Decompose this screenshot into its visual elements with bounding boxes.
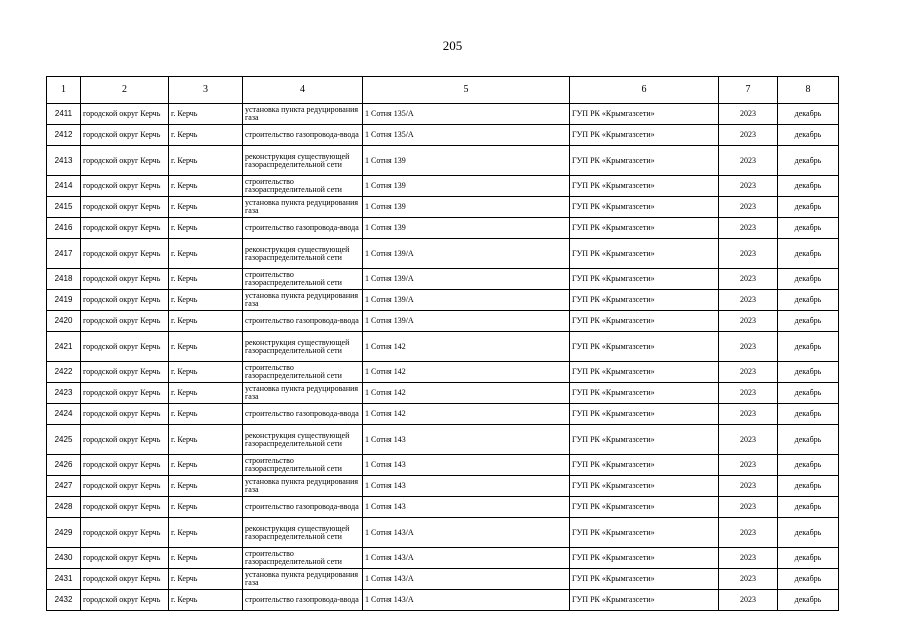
object-cell: 1 Сотня 143/А <box>363 518 570 548</box>
month-cell: декабрь <box>778 311 839 332</box>
table-body <box>47 104 839 611</box>
object-cell: 1 Сотня 135/А <box>363 125 570 146</box>
table-row <box>47 404 839 425</box>
month-cell: декабрь <box>778 125 839 146</box>
object-cell: 1 Сотня 139/А <box>363 239 570 269</box>
object-cell: 1 Сотня 139/А <box>363 311 570 332</box>
row-number-cell: 2422 <box>47 362 81 383</box>
row-number-cell: 2411 <box>47 104 81 125</box>
municipality-cell: городской округ Керчь <box>81 404 169 425</box>
year-cell: 2023 <box>719 146 778 176</box>
row-number-cell: 2414 <box>47 176 81 197</box>
municipality-cell: городской округ Керчь <box>81 590 169 611</box>
row-number-cell: 2424 <box>47 404 81 425</box>
page-number: 205 <box>442 38 463 53</box>
executor-cell: ГУП РК «Крымгазсети» <box>570 332 719 362</box>
municipality-cell: городской округ Керчь <box>81 569 169 590</box>
municipality-cell: городской округ Керчь <box>81 146 169 176</box>
executor-cell: ГУП РК «Крымгазсети» <box>570 125 719 146</box>
month-cell: декабрь <box>778 239 839 269</box>
work-type-cell: строительство газораспределительной сети <box>243 455 363 476</box>
municipality-cell: городской округ Керчь <box>81 455 169 476</box>
object-cell: 1 Сотня 143/А <box>363 569 570 590</box>
month-cell: декабрь <box>778 383 839 404</box>
work-type-cell: установка пункта редуцирования газа <box>243 383 363 404</box>
row-number-cell: 2415 <box>47 197 81 218</box>
executor-cell: ГУП РК «Крымгазсети» <box>570 383 719 404</box>
object-cell: 1 Сотня 143 <box>363 497 570 518</box>
year-cell: 2023 <box>719 218 778 239</box>
month-cell: декабрь <box>778 176 839 197</box>
row-number-cell: 2421 <box>47 332 81 362</box>
table-row <box>47 569 839 590</box>
row-number-cell: 2423 <box>47 383 81 404</box>
work-type-cell: строительство газопровода-ввода <box>243 497 363 518</box>
locality-cell: г. Керчь <box>169 425 243 455</box>
year-cell: 2023 <box>719 383 778 404</box>
column-header: 8 <box>778 77 839 104</box>
month-cell: декабрь <box>778 332 839 362</box>
row-number-cell: 2419 <box>47 290 81 311</box>
row-number-cell: 2427 <box>47 476 81 497</box>
year-cell: 2023 <box>719 518 778 548</box>
locality-cell: г. Керчь <box>169 455 243 476</box>
row-number-cell: 2430 <box>47 548 81 569</box>
executor-cell: ГУП РК «Крымгазсети» <box>570 290 719 311</box>
row-number-cell: 2426 <box>47 455 81 476</box>
table-row <box>47 290 839 311</box>
municipality-cell: городской округ Керчь <box>81 269 169 290</box>
work-type-cell: строительство газораспределительной сети <box>243 176 363 197</box>
municipality-cell: городской округ Керчь <box>81 332 169 362</box>
object-cell: 1 Сотня 142 <box>363 383 570 404</box>
object-cell: 1 Сотня 135/А <box>363 104 570 125</box>
executor-cell: ГУП РК «Крымгазсети» <box>570 476 719 497</box>
table-row <box>47 497 839 518</box>
year-cell: 2023 <box>719 197 778 218</box>
locality-cell: г. Керчь <box>169 569 243 590</box>
table-row <box>47 239 839 269</box>
column-header: 3 <box>169 77 243 104</box>
table-row <box>47 218 839 239</box>
month-cell: декабрь <box>778 269 839 290</box>
executor-cell: ГУП РК «Крымгазсети» <box>570 146 719 176</box>
table-row <box>47 197 839 218</box>
locality-cell: г. Керчь <box>169 404 243 425</box>
executor-cell: ГУП РК «Крымгазсети» <box>570 311 719 332</box>
year-cell: 2023 <box>719 125 778 146</box>
work-type-cell: реконструкция существующей газораспределительной сети <box>243 518 363 548</box>
row-number-cell: 2416 <box>47 218 81 239</box>
year-cell: 2023 <box>719 455 778 476</box>
month-cell: декабрь <box>778 218 839 239</box>
work-type-cell: реконструкция существующей газораспределительной сети <box>243 239 363 269</box>
table-row <box>47 176 839 197</box>
year-cell: 2023 <box>719 332 778 362</box>
executor-cell: ГУП РК «Крымгазсети» <box>570 569 719 590</box>
row-number-cell: 2413 <box>47 146 81 176</box>
table-row <box>47 383 839 404</box>
object-cell: 1 Сотня 143/А <box>363 548 570 569</box>
locality-cell: г. Керчь <box>169 518 243 548</box>
locality-cell: г. Керчь <box>169 332 243 362</box>
header-row <box>47 77 839 104</box>
year-cell: 2023 <box>719 104 778 125</box>
executor-cell: ГУП РК «Крымгазсети» <box>570 455 719 476</box>
work-type-cell: реконструкция существующей газораспределительной сети <box>243 425 363 455</box>
municipality-cell: городской округ Керчь <box>81 239 169 269</box>
locality-cell: г. Керчь <box>169 548 243 569</box>
year-cell: 2023 <box>719 269 778 290</box>
month-cell: декабрь <box>778 290 839 311</box>
row-number-cell: 2420 <box>47 311 81 332</box>
object-cell: 1 Сотня 143 <box>363 455 570 476</box>
object-cell: 1 Сотня 143 <box>363 425 570 455</box>
object-cell: 1 Сотня 139/А <box>363 290 570 311</box>
row-number-cell: 2412 <box>47 125 81 146</box>
object-cell: 1 Сотня 139 <box>363 146 570 176</box>
work-type-cell: строительство газопровода-ввода <box>243 218 363 239</box>
row-number-cell: 2417 <box>47 239 81 269</box>
object-cell: 1 Сотня 139 <box>363 197 570 218</box>
object-cell: 1 Сотня 139/А <box>363 269 570 290</box>
executor-cell: ГУП РК «Крымгазсети» <box>570 590 719 611</box>
locality-cell: г. Керчь <box>169 362 243 383</box>
work-type-cell: строительство газораспределительной сети <box>243 269 363 290</box>
municipality-cell: городской округ Керчь <box>81 425 169 455</box>
executor-cell: ГУП РК «Крымгазсети» <box>570 425 719 455</box>
locality-cell: г. Керчь <box>169 476 243 497</box>
object-cell: 1 Сотня 143/А <box>363 590 570 611</box>
month-cell: декабрь <box>778 104 839 125</box>
executor-cell: ГУП РК «Крымгазсети» <box>570 497 719 518</box>
table-row <box>47 476 839 497</box>
month-cell: декабрь <box>778 455 839 476</box>
row-number-cell: 2425 <box>47 425 81 455</box>
municipality-cell: городской округ Керчь <box>81 497 169 518</box>
work-type-cell: установка пункта редуцирования газа <box>243 476 363 497</box>
locality-cell: г. Керчь <box>169 218 243 239</box>
work-type-cell: установка пункта редуцирования газа <box>243 197 363 218</box>
municipality-cell: городской округ Керчь <box>81 176 169 197</box>
column-header: 5 <box>363 77 570 104</box>
object-cell: 1 Сотня 139 <box>363 218 570 239</box>
executor-cell: ГУП РК «Крымгазсети» <box>570 239 719 269</box>
work-type-cell: реконструкция существующей газораспределительной сети <box>243 146 363 176</box>
month-cell: декабрь <box>778 476 839 497</box>
year-cell: 2023 <box>719 176 778 197</box>
work-type-cell: установка пункта редуцирования газа <box>243 290 363 311</box>
executor-cell: ГУП РК «Крымгазсети» <box>570 548 719 569</box>
year-cell: 2023 <box>719 362 778 383</box>
locality-cell: г. Керчь <box>169 269 243 290</box>
table-row <box>47 104 839 125</box>
year-cell: 2023 <box>719 548 778 569</box>
year-cell: 2023 <box>719 497 778 518</box>
locality-cell: г. Керчь <box>169 497 243 518</box>
month-cell: декабрь <box>778 548 839 569</box>
data-table <box>46 76 839 611</box>
executor-cell: ГУП РК «Крымгазсети» <box>570 404 719 425</box>
table-row <box>47 269 839 290</box>
table-row <box>47 548 839 569</box>
object-cell: 1 Сотня 142 <box>363 362 570 383</box>
month-cell: декабрь <box>778 404 839 425</box>
work-type-cell: строительство газораспределительной сети <box>243 362 363 383</box>
municipality-cell: городской округ Керчь <box>81 362 169 383</box>
municipality-cell: городской округ Керчь <box>81 518 169 548</box>
table-row <box>47 425 839 455</box>
municipality-cell: городской округ Керчь <box>81 311 169 332</box>
table-row <box>47 146 839 176</box>
work-type-cell: реконструкция существующей газораспределительной сети <box>243 332 363 362</box>
work-type-cell: установка пункта редуцирования газа <box>243 104 363 125</box>
work-type-cell: строительство газопровода-ввода <box>243 311 363 332</box>
year-cell: 2023 <box>719 425 778 455</box>
month-cell: декабрь <box>778 146 839 176</box>
locality-cell: г. Керчь <box>169 146 243 176</box>
row-number-cell: 2428 <box>47 497 81 518</box>
column-header: 1 <box>47 77 81 104</box>
month-cell: декабрь <box>778 497 839 518</box>
locality-cell: г. Керчь <box>169 383 243 404</box>
year-cell: 2023 <box>719 476 778 497</box>
executor-cell: ГУП РК «Крымгазсети» <box>570 362 719 383</box>
locality-cell: г. Керчь <box>169 104 243 125</box>
locality-cell: г. Керчь <box>169 290 243 311</box>
column-header: 6 <box>570 77 719 104</box>
year-cell: 2023 <box>719 569 778 590</box>
row-number-cell: 2418 <box>47 269 81 290</box>
locality-cell: г. Керчь <box>169 239 243 269</box>
table-row <box>47 518 839 548</box>
month-cell: декабрь <box>778 425 839 455</box>
work-type-cell: строительство газопровода-ввода <box>243 125 363 146</box>
column-header: 2 <box>81 77 169 104</box>
executor-cell: ГУП РК «Крымгазсети» <box>570 269 719 290</box>
locality-cell: г. Керчь <box>169 176 243 197</box>
municipality-cell: городской округ Керчь <box>81 290 169 311</box>
executor-cell: ГУП РК «Крымгазсети» <box>570 218 719 239</box>
locality-cell: г. Керчь <box>169 197 243 218</box>
year-cell: 2023 <box>719 290 778 311</box>
object-cell: 1 Сотня 142 <box>363 332 570 362</box>
year-cell: 2023 <box>719 404 778 425</box>
work-type-cell: строительство газопровода-ввода <box>243 404 363 425</box>
month-cell: декабрь <box>778 197 839 218</box>
table-row <box>47 311 839 332</box>
locality-cell: г. Керчь <box>169 311 243 332</box>
table-row <box>47 455 839 476</box>
locality-cell: г. Керчь <box>169 125 243 146</box>
table-row <box>47 590 839 611</box>
column-header: 7 <box>719 77 778 104</box>
month-cell: декабрь <box>778 590 839 611</box>
row-number-cell: 2429 <box>47 518 81 548</box>
table-row <box>47 125 839 146</box>
object-cell: 1 Сотня 139 <box>363 176 570 197</box>
work-type-cell: строительство газораспределительной сети <box>243 548 363 569</box>
object-cell: 1 Сотня 142 <box>363 404 570 425</box>
month-cell: декабрь <box>778 518 839 548</box>
year-cell: 2023 <box>719 239 778 269</box>
municipality-cell: городской округ Керчь <box>81 197 169 218</box>
executor-cell: ГУП РК «Крымгазсети» <box>570 104 719 125</box>
month-cell: декабрь <box>778 569 839 590</box>
row-number-cell: 2432 <box>47 590 81 611</box>
table-row <box>47 332 839 362</box>
locality-cell: г. Керчь <box>169 590 243 611</box>
municipality-cell: городской округ Керчь <box>81 125 169 146</box>
municipality-cell: городской округ Керчь <box>81 383 169 404</box>
year-cell: 2023 <box>719 590 778 611</box>
month-cell: декабрь <box>778 362 839 383</box>
municipality-cell: городской округ Керчь <box>81 476 169 497</box>
executor-cell: ГУП РК «Крымгазсети» <box>570 176 719 197</box>
municipality-cell: городской округ Керчь <box>81 218 169 239</box>
municipality-cell: городской округ Керчь <box>81 548 169 569</box>
column-header: 4 <box>243 77 363 104</box>
object-cell: 1 Сотня 143 <box>363 476 570 497</box>
table-row <box>47 362 839 383</box>
row-number-cell: 2431 <box>47 569 81 590</box>
municipality-cell: городской округ Керчь <box>81 104 169 125</box>
year-cell: 2023 <box>719 311 778 332</box>
executor-cell: ГУП РК «Крымгазсети» <box>570 518 719 548</box>
executor-cell: ГУП РК «Крымгазсети» <box>570 197 719 218</box>
work-type-cell: строительство газопровода-ввода <box>243 590 363 611</box>
work-type-cell: установка пункта редуцирования газа <box>243 569 363 590</box>
